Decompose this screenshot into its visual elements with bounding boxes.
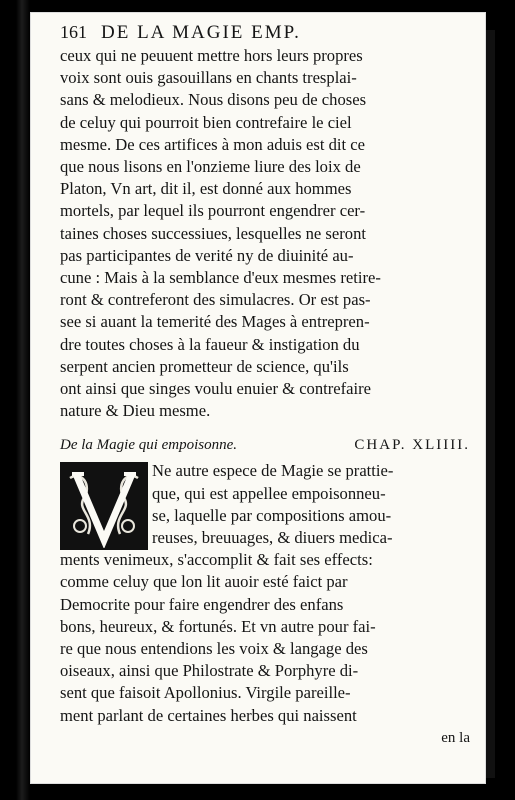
running-header: [60, 20, 476, 45]
text-line: Democrite pour faire engendrer des enfans: [60, 594, 344, 614]
text-line: ront & contreferont des simulacres. Or est pas-: [60, 290, 371, 310]
text-line: re que nous entendions les voix & langage des: [60, 639, 368, 659]
text-line: que, qui est appellee empoisonneu-: [152, 483, 386, 503]
text-line: dre toutes choses à la faueur & instigation du: [60, 334, 360, 354]
text-line: se, laquelle par compositions amou-: [152, 505, 392, 525]
text-line: Ne autre espece de Magie se prattie-: [152, 461, 394, 481]
text-line: ont ainsi que singes voulu enuier & contrefaire: [60, 379, 372, 399]
running-title: DE LA MAGIE EMP.: [101, 22, 301, 43]
page-number: 161: [60, 22, 87, 42]
catchword: en la: [441, 729, 470, 746]
chapter-title: De la Magie qui empoisonne.: [60, 437, 238, 454]
text-line: mortels, par lequel ils pourront engendrer cer-: [60, 201, 366, 221]
chapter-heading: [60, 434, 476, 456]
page-text: [60, 20, 476, 749]
paragraph-1: [60, 45, 476, 422]
text-line: cune : Mais à la semblance d'eux mesmes retire-: [60, 268, 381, 288]
text-line: ceux qui ne peuuent mettre hors leurs propres: [60, 46, 363, 65]
ornament-icon: [62, 464, 146, 548]
text-line: ments venimeux, s'accomplit & fait ses effects:: [60, 550, 373, 570]
text-line: see si auant la temerité des Mages à entrepren-: [60, 312, 370, 332]
paragraph-2: [60, 460, 476, 748]
text-line: voix sont ouis gasouillans en chants tresplai-: [60, 68, 357, 88]
text-line: sans & melodieux. Nous disons peu de choses: [60, 90, 367, 110]
paragraph-2-lines: [60, 549, 476, 727]
text-line: pas participantes de verité ny de diuinité au-: [60, 245, 354, 265]
text-line: oiseaux, ainsi que Philostrate & Porphyre di-: [60, 661, 359, 681]
text-line: Platon, Vn art, dit il, est donné aux hommes: [60, 179, 352, 199]
text-line: ment parlant de certaines herbes qui naissent: [60, 705, 357, 725]
text-line: nature & Dieu mesme.: [60, 401, 211, 421]
text-line: sent que faisoit Apollonius. Virgile pareille-: [60, 683, 351, 703]
text-line: serpent ancien prometteur de science, qu'ils: [60, 356, 349, 376]
chapter-number: CHAP. XLIIII.: [354, 437, 470, 454]
text-line: mesme. De ces artifices à mon aduis est dit ce: [60, 134, 366, 154]
text-line: que nous lisons en l'onzieme liure des loix de: [60, 157, 361, 177]
text-line: reuses, breuuages, & diuers medica-: [152, 528, 393, 548]
text-line: comme celuy que lon lit auoir esté faict par: [60, 572, 348, 592]
text-line: taines choses successiues, lesquelles ne seront: [60, 223, 366, 243]
text-line: de celuy qui pourroit bien contrefaire le ciel: [60, 112, 352, 132]
text-line: bons, heureux, & fortunés. Et vn autre pour fai-: [60, 616, 376, 636]
decorated-initial: [60, 462, 148, 550]
book-edge: [486, 30, 495, 778]
